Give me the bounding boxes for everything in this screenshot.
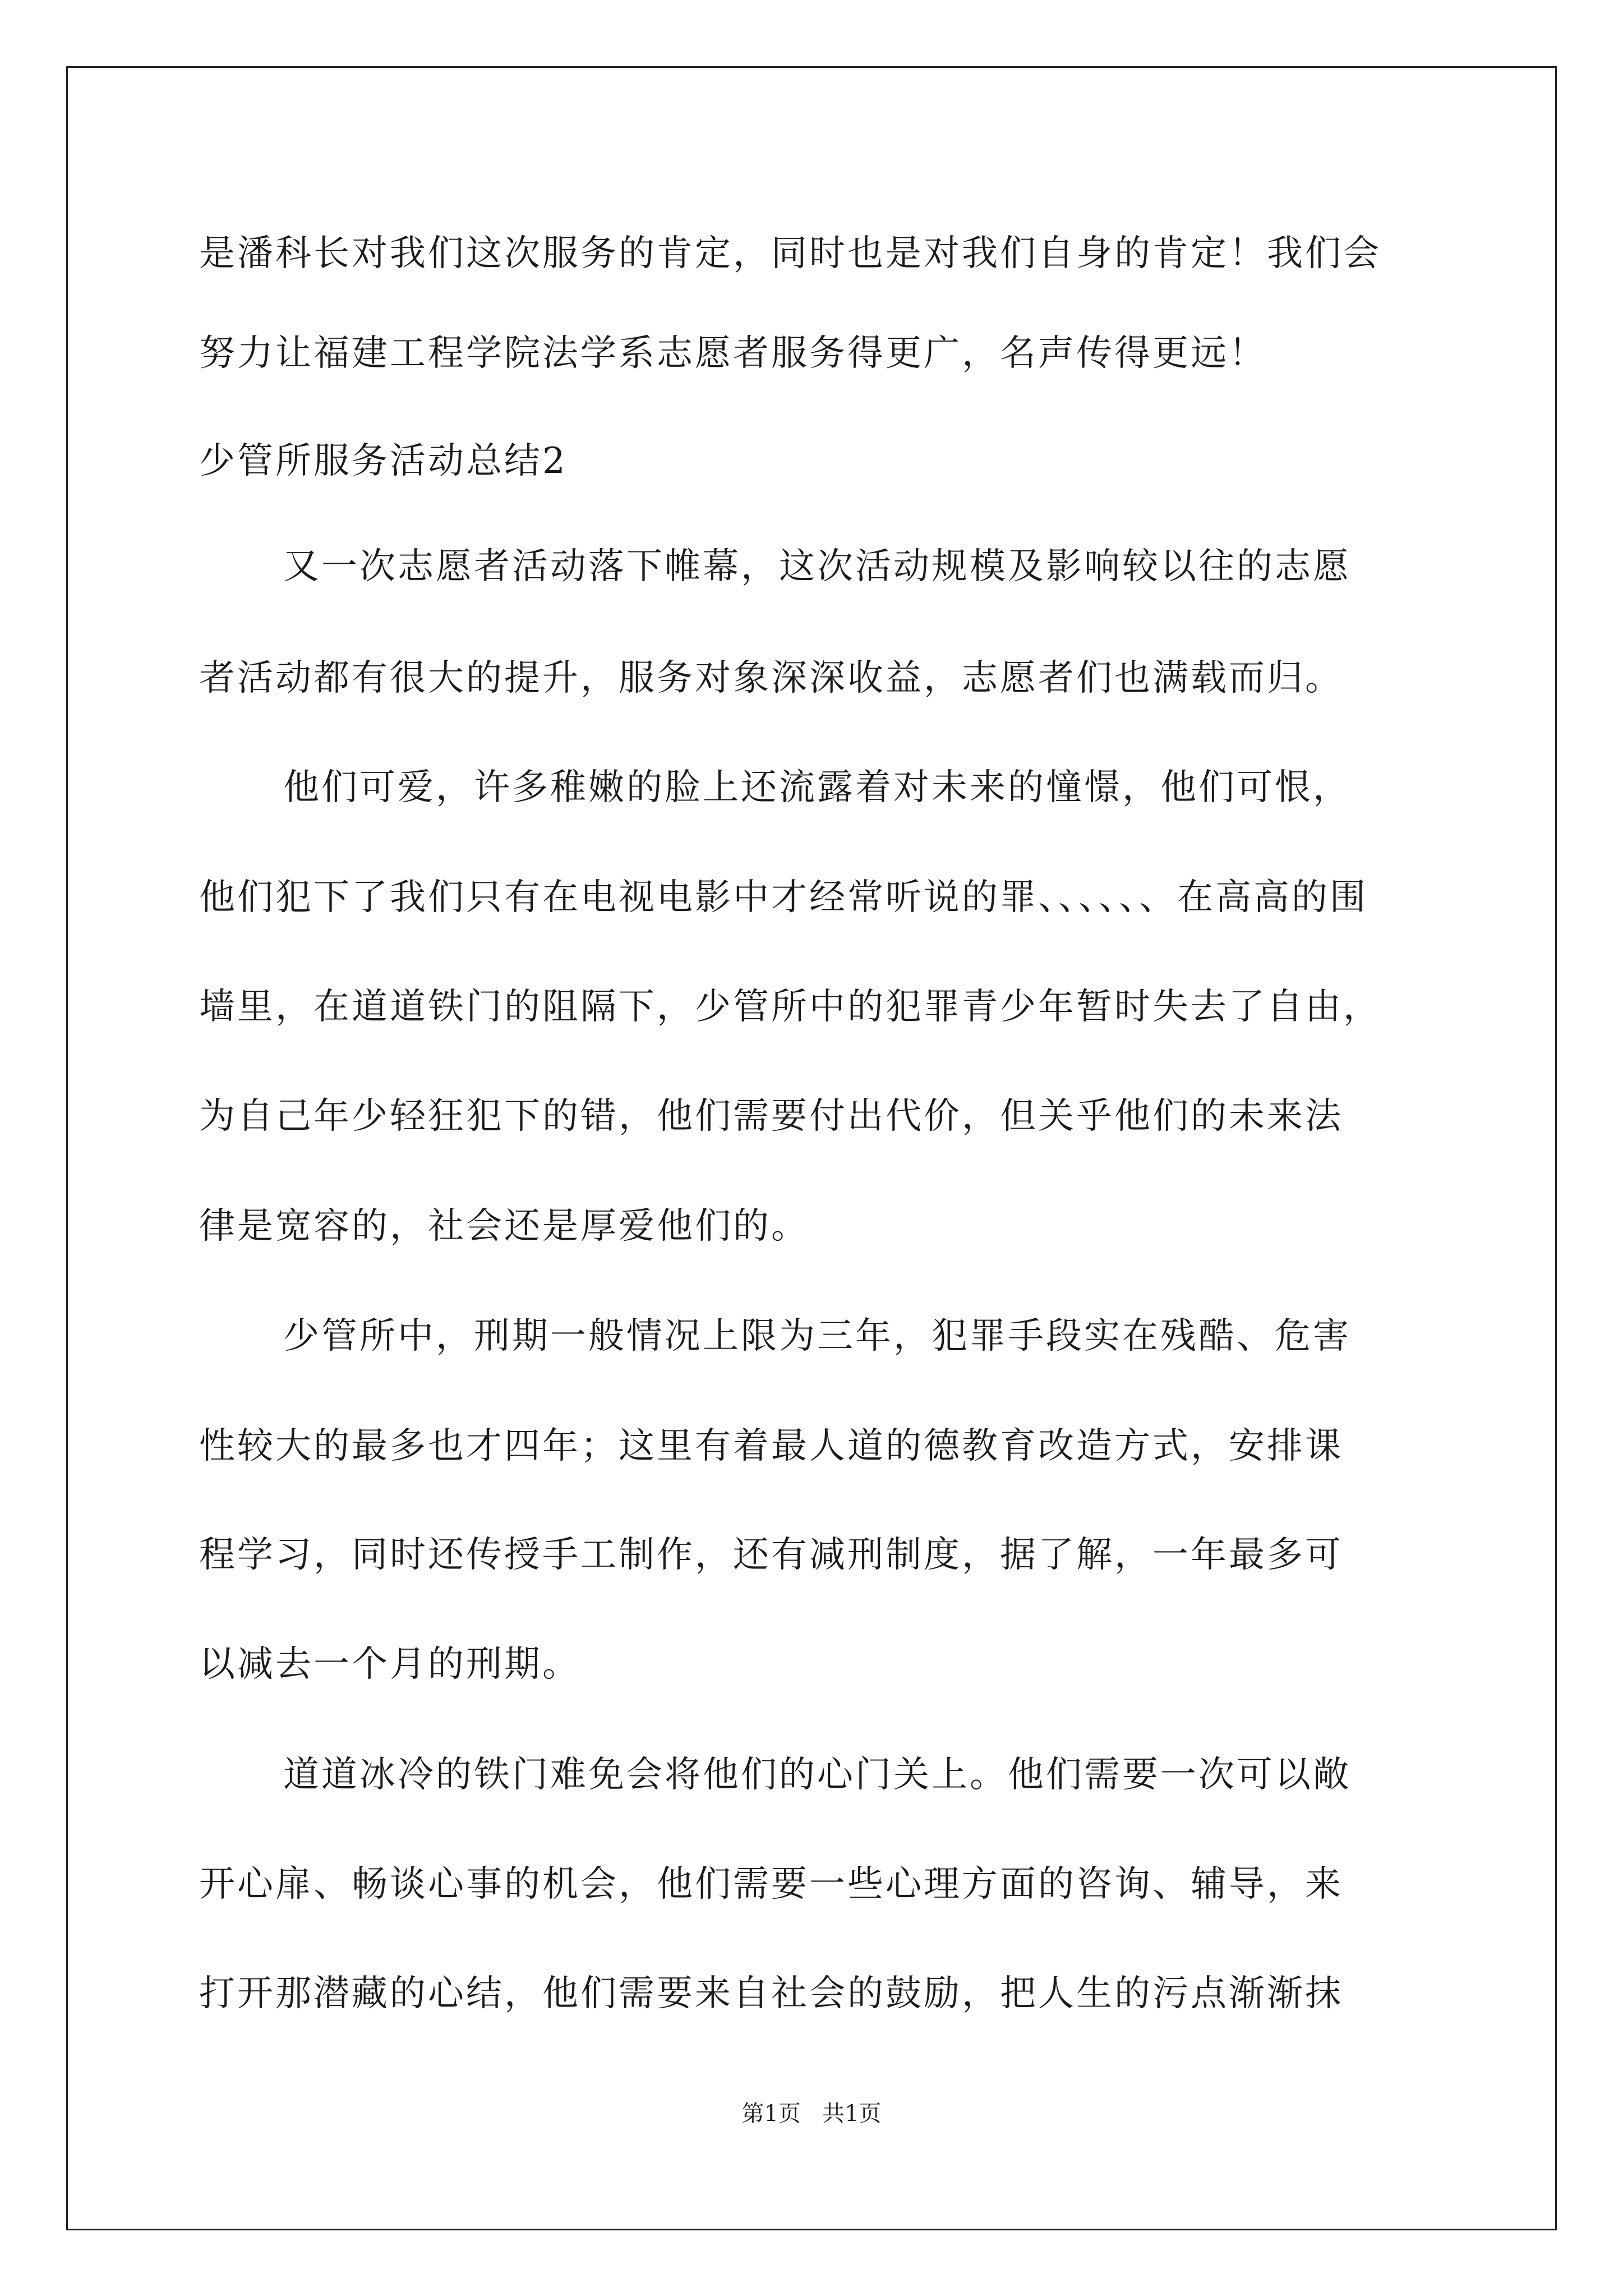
text-line: 他们犯下了我们只有在电视电影中才经常听说的罪、、、、、、在高高的围 [199,877,1368,918]
text-line: 性较大的最多也才四年；这里有着最人道的德教育改造方式，安排课 [199,1425,1343,1467]
text-line: 打开那潜藏的心结，他们需要来自社会的鼓励，把人生的污点渐渐抹 [199,1973,1343,2014]
text-line: 努力让福建工程学院法学系志愿者服务得更广，名声传得更远！ [199,333,1267,374]
text-line: 为自己年少轻狂犯下的错，他们需要付出代价，但关乎他们的未来法 [199,1096,1343,1137]
page-number-footer: 第1页 共1页 [741,2101,882,2127]
text-line: 墙里，在道道铁门的阻隔下，少管所中的犯罪青少年暂时失去了自由， [199,986,1381,1028]
text-line: 者活动都有很大的提升，服务对象深深收益，志愿者们也满载而归。 [199,657,1343,699]
text-line: 以减去一个月的刑期。 [199,1644,580,1685]
text-line: 开心扉、畅谈心事的机会，他们需要一些心理方面的咨询、辅导，来 [199,1864,1343,1905]
page-border [66,66,1557,2230]
text-line: 是潘科长对我们这次服务的肯定，同时也是对我们自身的肯定！我们会 [199,233,1381,274]
text-line: 律是宽容的，社会还是厚爱他们的。 [199,1205,809,1247]
section-heading: 少管所服务活动总结2 [199,440,568,482]
paragraph-first-line: 他们可爱，许多稚嫩的脸上还流露着对未来的憧憬，他们可恨， [283,767,1351,808]
paragraph-first-line: 又一次志愿者活动落下帷幕，这次活动规模及影响较以往的志愿 [283,546,1351,587]
paragraph-first-line: 道道冰冷的铁门难免会将他们的心门关上。他们需要一次可以敞 [283,1754,1351,1796]
paragraph-first-line: 少管所中，刑期一般情况上限为三年，犯罪手段实在残酷、危害 [283,1315,1351,1357]
text-line: 程学习，同时还传授手工制作，还有减刑制度，据了解，一年最多可 [199,1534,1343,1576]
